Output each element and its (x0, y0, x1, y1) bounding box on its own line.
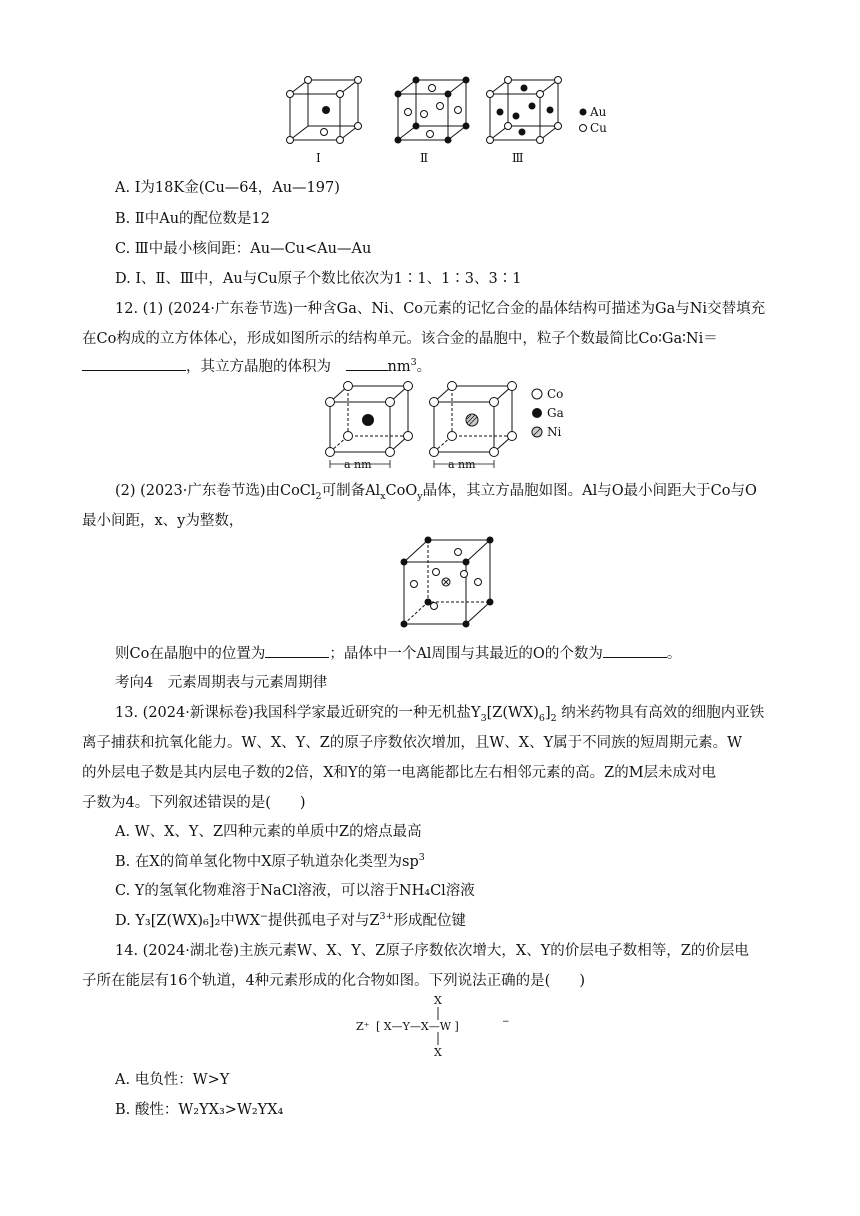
q11-option-d: D. Ⅰ、Ⅱ、Ⅲ中，Au与Cu原子个数比依次为1∶1、1∶3、3∶1 (115, 271, 522, 287)
q13-line2: 离子捕获和抗氧化能力。W、X、Y、Z的原子序数依次增加，且W、X、Y属于不同族的短周期元素。W (82, 735, 743, 751)
answer-blank-ratio[interactable] (82, 356, 186, 371)
atom-x-bottom: X (434, 1046, 442, 1059)
answer-blank-volume[interactable] (346, 356, 388, 371)
q12-p2-line1: (2) (2023·广东卷节选)由CoCl$_2$可制备$Al_xCoO_y$晶体，其立方晶胞如图。Al与O最小间距大于Co与O (115, 483, 757, 502)
q12-p1-line2: 在Co构成的立方体体心，形成如图所示的结构单元。该合金的晶胞中，粒子个数最简比Co∶Ga∶Ni＝ (82, 331, 718, 347)
q12-p2-line3: 则Co在晶胞中的位置为 ；晶体中一个Al周围与其最近的O的个数为 。 (115, 643, 681, 664)
q12-p2-line2: 最小间距，x、y为整数， (82, 513, 244, 529)
q11-option-b: B. Ⅱ中Au的配位数是12 (115, 211, 270, 227)
anion-chain: [ X—Y—X—W ] (376, 1020, 459, 1033)
gaco-ni-figure (316, 378, 576, 474)
dim-label-1: a nm (344, 458, 372, 471)
legend-au: Au (590, 105, 607, 119)
al-co-o-cell-figure (392, 534, 502, 634)
atom-x-top: X (434, 994, 442, 1007)
cells-figure-au-cu (280, 72, 620, 172)
q14-structure-figure (354, 992, 514, 1060)
q13-option-d: D. Y₃[Z(WX)₆]₂中WX−提供孤电子对与$Z^{3+}$形成配位键 (115, 911, 467, 929)
legend-co: Co (547, 387, 564, 401)
legend-cu: Cu (590, 121, 607, 135)
anion-charge: − (502, 1017, 510, 1027)
answer-blank-o-count[interactable] (603, 643, 667, 658)
q13-line1: 13. (2024·新课标卷)我国科学家最近研究的一种无机盐$Y_3[Z(WX)_6]_2$ 纳米药物具有高效的细胞内亚铁 (115, 705, 765, 724)
q14-option-b: B. 酸性：W₂YX₃>W₂YX₄ (115, 1102, 284, 1118)
q13-line3: 的外层电子数是其内层电子数的2倍，X和Y的第一电离能都比左右相邻元素的高。Z的M层未成对电 (82, 765, 717, 781)
q14-line2: 子所在能层有16个轨道，4种元素形成的化合物如图。下列说法正确的是( ) (82, 973, 585, 989)
q14-option-a: A. 电负性：W>Y (115, 1072, 230, 1088)
q12-p1-line3: ，其立方晶胞的体积为 $nm^3$。 (82, 356, 431, 377)
label-ii: Ⅱ (420, 151, 429, 165)
cation-z: Z⁺ (356, 1020, 370, 1033)
q13-option-c: C. Y的氢氧化物难溶于NaCl溶液，可以溶于NH₄Cl溶液 (115, 883, 475, 899)
q14-line1: 14. (2024·湖北卷)主族元素W、X、Y、Z原子序数依次增大，X、Y的价层电子数相等，Z的价层电 (115, 943, 749, 959)
q11-option-a: A. Ⅰ为18K金(Cu—64，Au—197) (115, 180, 340, 196)
q13-option-b: B. 在X的简单氢化物中X原子轨道杂化类型为$sp^3$ (115, 852, 425, 870)
dim-label-2: a nm (448, 458, 476, 471)
label-iii: Ⅲ (512, 151, 524, 165)
q13-line4: 子数为4。下列叙述错误的是( ) (82, 795, 306, 811)
label-i: Ⅰ (316, 151, 321, 165)
legend-ga: Ga (547, 406, 564, 420)
q12-p1-line1: 12. (1) (2024·广东卷节选)一种含Ga、Ni、Co元素的记忆合金的晶体结构可描述为Ga与Ni交替填充 (115, 301, 766, 317)
q13-option-a: A. W、X、Y、Z四种元素的单质中Z的熔点最高 (115, 824, 422, 840)
legend-ni: Ni (547, 425, 562, 439)
answer-blank-co-position[interactable] (265, 643, 329, 658)
q11-option-c: C. Ⅲ中最小核间距：Au—Cu<Au—Au (115, 241, 372, 257)
section-title: 考向4 元素周期表与元素周期律 (115, 675, 328, 691)
